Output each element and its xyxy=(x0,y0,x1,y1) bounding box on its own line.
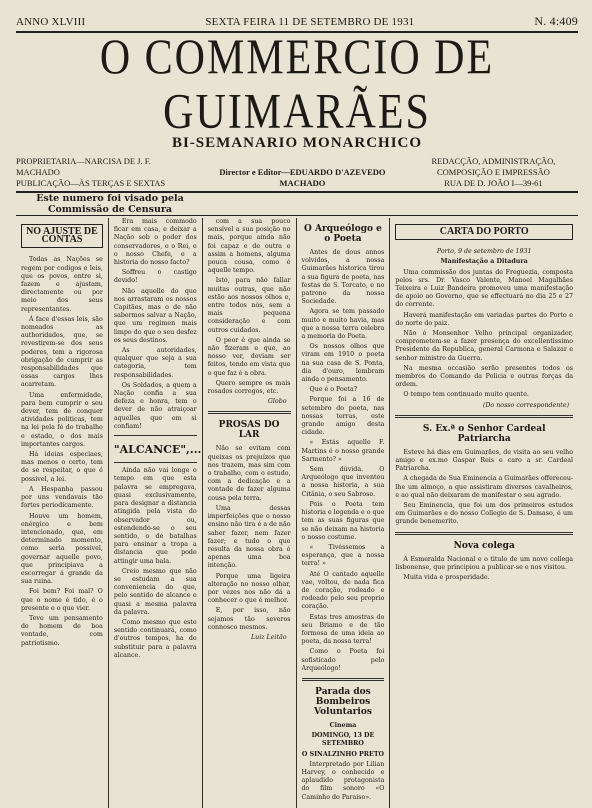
publication-label: PUBLICAÇÃO—ÀS TERÇAS E SEXTAS xyxy=(16,178,166,188)
paragraph: Há ideias especiaes, mas menos o certo, tem de se respeitar, o que é possivel, a lei. xyxy=(21,451,103,483)
director-label: Director e Editor—EDUARDO D'AZEVEDO MACHADO xyxy=(219,167,386,188)
subheading: Manifestação a Ditadura xyxy=(440,258,528,266)
subheading: DOMINGO, 13 DE SETEMBRO xyxy=(311,732,375,748)
article-heading: CARTA DO PORTO xyxy=(395,224,573,240)
article-body xyxy=(395,269,573,400)
article-heading: Nova colega xyxy=(453,540,515,551)
censorship-notice: Este numero foi visado pela Commissão de Censura xyxy=(36,193,184,215)
paragraph: A chegada de Sua Eminencia a Guimarães offereceu-lhe um almoço, a que assistiram diversos cavalheiros, e ao qual não deixaram de manifestar o seu agrado. xyxy=(395,475,574,499)
article-heading: S. Ex.ª o Senhor Cardeal Patriarcha xyxy=(422,423,546,444)
paragraph: Muita vida e prosperidade. xyxy=(403,574,490,582)
paragraph: Não é Monsenhor Velho principal organizador, comprometem-se a fazer presença do excellentissimo Presidente da Republica, general Carmona e Salazar e senhor ministro da Guerra. xyxy=(395,330,574,362)
signature: (Do nosso correspondente) xyxy=(482,401,570,409)
paragraph: Como mesmo que este sentido continuará, como d'outros tempos, ha de substituir para a palavra alcance. xyxy=(113,618,197,659)
paragraph: Na mesma occasião serão presentes todos os membros do Comando da Policia e outras forças da ordem. xyxy=(395,364,574,389)
paragraph: com a sua pouco sensível a sua posição no mais, porque ainda não foi capaz e de outra e assim a homens, alguma pouca cousa, como é aquelle tempo. xyxy=(207,218,291,275)
article-body xyxy=(302,439,385,672)
date-label: SEXTA FEIRA 11 DE SETEMBRO DE 1931 xyxy=(205,16,415,28)
paragraph: O peor é que ainda se não fizeram e que, ao nosso ver, deviam ser feitos, tendo em vista que o que faz é a obra. xyxy=(207,336,291,377)
paragraph: Era mais commodo ficar em casa, e deixar a Nação sob o poder dos conservadores, e o Rei, e o nosso Chefe, e a historia do nosso facto? xyxy=(113,218,197,267)
column-2 xyxy=(109,218,203,808)
masthead-title: O COMMERCIO DE GUIMARÃES xyxy=(99,30,495,140)
paragraph: Porque uma ligeira alteração no nosso olhar, por vezes nos não dá a conhecer o que é melhor. xyxy=(207,572,291,605)
redaction-label: REDACÇÃO, ADMINISTRAÇÃO, COMPOSIÇÃO E IMPRESSÃO xyxy=(431,156,556,177)
paragraph: Interpretado por Lilian Harvey, o conhecido e aplaudido protagonista do film sonoro «O Caminho do Paraiso». xyxy=(301,760,385,801)
paragraph: Os Soldados, a quem a Nação confia a sua defeza e honra, tem o dever de não atraiçoar aquelles que em si confiam! xyxy=(113,381,197,430)
paragraph: Isto, para não fallar muitas outras, que não estão aos nossos olhos e, entre todos nós, sem a mais pequena consideração e com outros cuidados. xyxy=(207,277,291,334)
paragraph: « Estás aquelle F. Martins é o nosso grande Sarmento? » xyxy=(301,439,385,463)
paragraph: Antes de dous annos volvidos, a nossa Guimarães historica tirou a sua figura de poeta, nas festas de S. Torcato, e no patrono da nossa Sociedade. xyxy=(301,249,385,306)
article-body xyxy=(395,449,573,527)
paragraph: Creio mesmo que não se estudam a sua conveniencia do que, pelo sentido de alcance e quasi a mesma palavra da palavra. xyxy=(113,567,197,616)
subheading: Cinema xyxy=(329,721,357,729)
paragraph: Uma dessas imperfeições que o nosso ensino não tira é a de não saber fazer, nem fazer fazer; e tudo o que resulta da nossa obra é apenas uma boa intenção. xyxy=(207,504,291,570)
paragraph: Os nossos olhos que viram em 1910 o poeta na sua casa de S. Ponta, dia d'ouro, lembram ainda o pensamento. xyxy=(301,343,385,384)
article-body xyxy=(21,256,103,647)
column-3 xyxy=(203,218,297,808)
paragraph: Estas tres amostras do seu Briamo e de tão formosa de uma ideia ao poeta, da nossa terra! xyxy=(301,613,385,646)
paragraph: Como o Poeta foi sofisticado pelo Arqueólogo! xyxy=(301,648,385,672)
article-heading: PROSAS DO LAR xyxy=(218,420,280,441)
paragraph: Ainda não vai longe o tempo em que esta palavra se empregava, quasi exclusivamente, para designar a distancia atingida pela vista do observador ou, estendendo-se o seu sentido, o de batalhas para ensinar a tropa a distancia que pode attingir uma bala. xyxy=(113,467,197,565)
issue-number: N. 4:409 xyxy=(534,14,578,28)
signature: Luiz Leitão xyxy=(250,633,287,641)
paragraph: A Hespanha passou por uns vendavais tão fortes periodicamente. xyxy=(21,485,103,510)
column-5 xyxy=(390,218,578,808)
newspaper-page xyxy=(16,14,578,801)
address-label: RUA DE D. JOÃO I—39-61 xyxy=(444,178,543,188)
owner-label: PROPRIETARIA—NARCISA DE J. F. MACHADO xyxy=(16,156,151,177)
paragraph: Haverá manifestação em variadas partes do Porto e do norte do paiz. xyxy=(395,311,574,327)
paragraph: Foi bem? Foi mal? O que o nome é tido, é o presente e o que vier. xyxy=(21,588,103,612)
article-body xyxy=(208,218,291,396)
paragraph: E, por isso, não sejamos tão severos connosco mesmos. xyxy=(207,607,291,631)
divider xyxy=(16,215,578,216)
film-title: O SINALZINHO PRETO xyxy=(301,750,384,758)
paragraph: Seu Eminencia, que foi um dos primeiros estudos em Guimarães e do nosso Collegio de S. Damaso, é um grande benemerito. xyxy=(395,502,574,526)
paragraph: Porque foi a 16 de setembro do poeta, nas nossas terras, este grande amigo desta cidade. xyxy=(301,396,385,437)
paragraph: Pois o Poeta tem historia e legenda e o que tem as suas figuras que se não deixam na historia o nosso costume. xyxy=(301,500,385,541)
signature: Globo xyxy=(267,398,287,406)
paragraph: Uma enfermidade, para bem cumprir o seu dever, tem de conquer atividades politicas, tem na lei pela fé do trabalho e estado, o dos mais importantes cargos. xyxy=(21,391,103,448)
column-1 xyxy=(16,218,109,808)
publisher-info xyxy=(16,156,578,189)
paragraph: Todas as Nações se regem por codigos e leis, que os povos, entre si, fazem e ajustam, directamente ou por meio dos seus representantes. xyxy=(21,256,103,313)
paragraph: Esteve há dias em Guimarães, de visita ao seu velho amigo e ex.mo Gaspar Reis e caro a sr. Cardeal Patriarcha. xyxy=(395,448,574,473)
paragraph: Teve um pensamento de homem de boa vontade, com patriotismo. xyxy=(21,614,103,647)
column-4 xyxy=(297,218,391,808)
paragraph: Não aquelle do que nos arrastaram os nossos Capitães, mas o de não sabermos salvar a Nação, que um regimen mais limpo do que o seu desfez os seus destinos. xyxy=(113,287,197,344)
article-heading: NO AJUSTE DE CONTAS xyxy=(21,224,103,248)
paragraph: Que é o Poeta? xyxy=(309,386,358,394)
article-heading: "ALCANCE",... xyxy=(113,443,202,457)
paragraph: Não se evitam com queixas os prejuízos que nos trazem, mas sim com o trabalho, com o estudo, com a dedicação e a vontade de fazer alguma cousa pela terra. xyxy=(207,445,291,502)
paragraph: Até O cantado aquelle vae, voltou, de nada fica de coração, rodeado e rodeado pelo seu proprio coração. xyxy=(301,570,385,611)
paragraph: Quero sempre os mais rosados corregos, etc. xyxy=(207,379,291,396)
paragraph: Soffreu o castigo devido! xyxy=(113,269,197,285)
paragraph: Houve um homem, enérgico e bem intencionado, que, em determinado momento, como seria possivel, governar aquelle povo, que principiava a escorregar á grande da sua ruina. xyxy=(21,512,103,586)
article-body xyxy=(395,556,573,583)
paragraph: A Esmeralda Nacional e o titulo de um novo collega lisbonense, que principiou a publicar-se e nos visitou. xyxy=(395,555,574,571)
paragraph: Uma commissão dos juntas de Freguezia, composta pelos srs. Dr. Vasco Valente, Manoel Magalhães Teixeira e Luiz Bandeira promoveu uma manifestação de apoio ao Governo, que se effectuará no dia 25 e 27 do corrente. xyxy=(395,268,574,309)
paragraph: Sem dúvida. O Arqueólogo que inventou a nossa historia, a sua Citânia, o seu Sabroso. xyxy=(301,466,385,498)
article-body xyxy=(114,218,197,431)
article-heading: Parada dos Bombeiros Voluntarios xyxy=(314,686,372,717)
paragraph: « Tivéssemos a esperança, que a nossa terra! » xyxy=(301,543,385,568)
article-heading: O Arqueólogo e o Poeta xyxy=(304,224,382,244)
columns xyxy=(16,218,578,808)
paragraph: Á face d'essas leis, são nomeados as authoridades, que, se revestirem-se dos seus poderes, tem a rigorosa obrigação de cumprir as responsabilidades que essas cargos lhes acarretam. xyxy=(21,315,103,389)
censorship-row xyxy=(16,195,578,213)
article-body xyxy=(208,445,291,631)
dateline: Porto, 9 de setembro de 1931 xyxy=(436,248,532,256)
issue-line xyxy=(16,14,578,29)
paragraph: Agora se tem passado muito e muito havia, mas que a nossa terra celebra a memoria do Poeta. xyxy=(301,308,385,341)
article-body xyxy=(114,467,197,660)
paragraph: As autoridades, qualquer que seja a sua categoria, tem responsabilidades. xyxy=(113,347,197,379)
article-body xyxy=(302,249,385,437)
year-label: ANNO XLVIII xyxy=(16,16,86,28)
masthead-subtitle: BI-SEMANARIO MONARCHICO xyxy=(171,135,423,151)
paragraph: O tempo tem continuado muito quente. xyxy=(403,391,529,399)
